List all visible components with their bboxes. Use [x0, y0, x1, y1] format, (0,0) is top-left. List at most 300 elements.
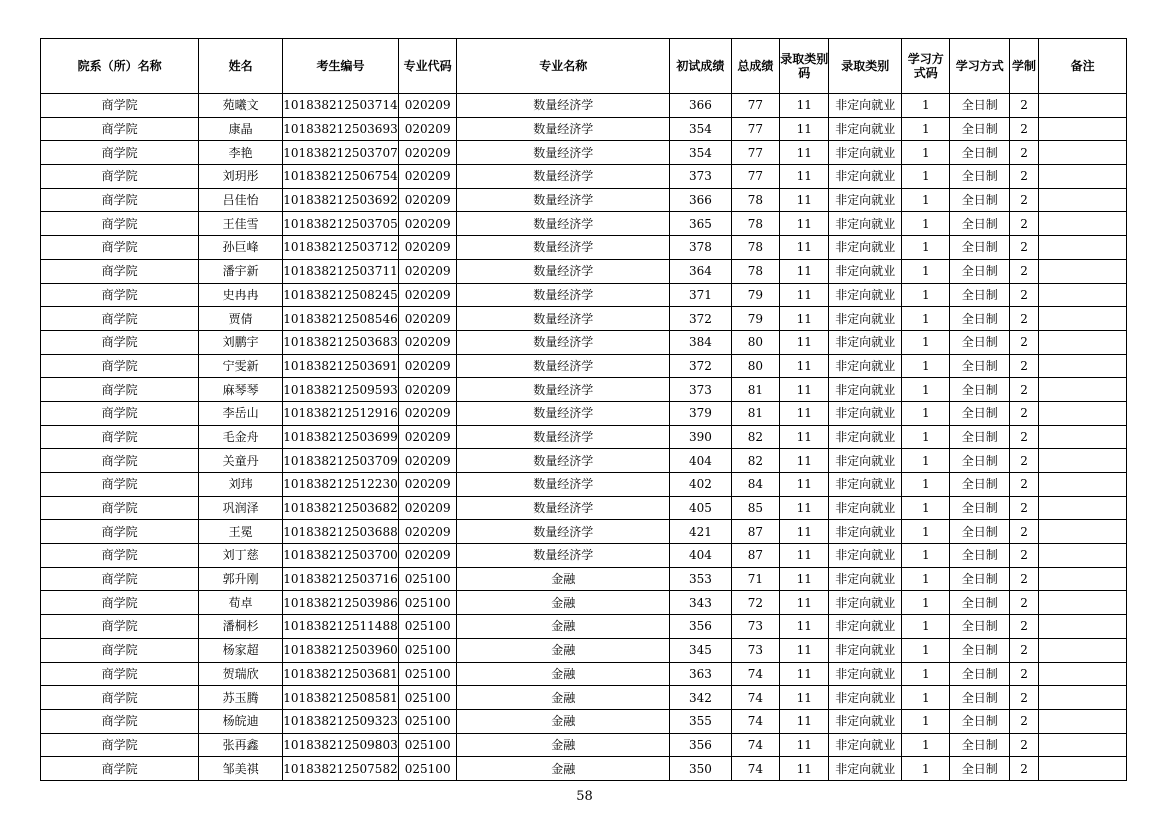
cell-candidate-id: 101838212503711	[282, 259, 398, 283]
cell-department: 商学院	[41, 378, 199, 402]
table-row	[41, 449, 1127, 473]
cell-duration: 2	[1009, 638, 1038, 662]
cell-major-code: 020209	[398, 496, 456, 520]
cell-major-code: 025100	[398, 757, 456, 781]
cell-study-mode: 全日制	[950, 188, 1009, 212]
cell-remarks	[1039, 212, 1127, 236]
cell-major-name: 数量经济学	[457, 401, 670, 425]
cell-duration: 2	[1009, 544, 1038, 568]
cell-study-mode-code: 1	[902, 259, 950, 283]
cell-admission-type: 非定向就业	[829, 733, 902, 757]
column-header-major-name: 专业名称	[457, 39, 670, 94]
cell-study-mode-code: 1	[902, 615, 950, 639]
cell-study-mode-code: 1	[902, 709, 950, 733]
cell-major-code: 025100	[398, 567, 456, 591]
cell-duration: 2	[1009, 615, 1038, 639]
cell-remarks	[1039, 615, 1127, 639]
cell-major-code: 020209	[398, 141, 456, 165]
table-row	[41, 330, 1127, 354]
cell-admission-type-code: 11	[780, 496, 829, 520]
cell-study-mode-code: 1	[902, 212, 950, 236]
cell-prelim-score: 356	[670, 615, 732, 639]
cell-prelim-score: 354	[670, 141, 732, 165]
cell-duration: 2	[1009, 94, 1038, 118]
cell-name: 麻琴琴	[199, 378, 283, 402]
cell-remarks	[1039, 709, 1127, 733]
cell-remarks	[1039, 401, 1127, 425]
cell-name: 潘宇新	[199, 259, 283, 283]
cell-candidate-id: 101838212503693	[282, 117, 398, 141]
cell-department: 商学院	[41, 473, 199, 497]
cell-study-mode: 全日制	[950, 567, 1009, 591]
cell-prelim-score: 366	[670, 94, 732, 118]
cell-major-name: 数量经济学	[457, 165, 670, 189]
cell-total-score: 77	[731, 94, 779, 118]
cell-remarks	[1039, 236, 1127, 260]
table-row	[41, 212, 1127, 236]
cell-remarks	[1039, 307, 1127, 331]
cell-major-code: 020209	[398, 94, 456, 118]
cell-department: 商学院	[41, 544, 199, 568]
cell-remarks	[1039, 567, 1127, 591]
cell-duration: 2	[1009, 259, 1038, 283]
cell-admission-type: 非定向就业	[829, 354, 902, 378]
cell-candidate-id: 101838212503682	[282, 496, 398, 520]
cell-total-score: 73	[731, 638, 779, 662]
cell-total-score: 81	[731, 401, 779, 425]
cell-department: 商学院	[41, 520, 199, 544]
cell-admission-type-code: 11	[780, 283, 829, 307]
column-header-major-code: 专业代码	[398, 39, 456, 94]
cell-major-name: 金融	[457, 638, 670, 662]
admission-roster-table	[40, 38, 1127, 781]
cell-duration: 2	[1009, 378, 1038, 402]
cell-total-score: 80	[731, 330, 779, 354]
cell-name: 孙巨峰	[199, 236, 283, 260]
cell-admission-type-code: 11	[780, 165, 829, 189]
cell-admission-type-code: 11	[780, 473, 829, 497]
table-row	[41, 117, 1127, 141]
cell-total-score: 78	[731, 212, 779, 236]
cell-name: 吕佳怡	[199, 188, 283, 212]
cell-admission-type: 非定向就业	[829, 686, 902, 710]
cell-prelim-score: 364	[670, 259, 732, 283]
cell-candidate-id: 101838212503692	[282, 188, 398, 212]
header-row	[41, 39, 1127, 94]
cell-duration: 2	[1009, 473, 1038, 497]
cell-duration: 2	[1009, 520, 1038, 544]
cell-major-code: 020209	[398, 117, 456, 141]
cell-study-mode: 全日制	[950, 212, 1009, 236]
cell-study-mode-code: 1	[902, 378, 950, 402]
cell-total-score: 84	[731, 473, 779, 497]
cell-major-name: 数量经济学	[457, 473, 670, 497]
cell-duration: 2	[1009, 236, 1038, 260]
cell-department: 商学院	[41, 354, 199, 378]
cell-candidate-id: 101838212503705	[282, 212, 398, 236]
cell-candidate-id: 101838212503707	[282, 141, 398, 165]
cell-study-mode: 全日制	[950, 425, 1009, 449]
table-row	[41, 236, 1127, 260]
cell-major-code: 025100	[398, 733, 456, 757]
cell-admission-type-code: 11	[780, 117, 829, 141]
cell-remarks	[1039, 662, 1127, 686]
cell-candidate-id: 101838212503683	[282, 330, 398, 354]
table-header	[41, 39, 1127, 94]
cell-duration: 2	[1009, 283, 1038, 307]
table-row	[41, 544, 1127, 568]
cell-candidate-id: 101838212509593	[282, 378, 398, 402]
cell-department: 商学院	[41, 165, 199, 189]
cell-candidate-id: 101838212503700	[282, 544, 398, 568]
cell-study-mode-code: 1	[902, 401, 950, 425]
cell-duration: 2	[1009, 212, 1038, 236]
cell-study-mode: 全日制	[950, 117, 1009, 141]
cell-total-score: 78	[731, 236, 779, 260]
cell-study-mode-code: 1	[902, 188, 950, 212]
cell-name: 贺瑞欣	[199, 662, 283, 686]
cell-remarks	[1039, 330, 1127, 354]
cell-major-name: 金融	[457, 686, 670, 710]
table-row	[41, 141, 1127, 165]
cell-total-score: 81	[731, 378, 779, 402]
table-body	[41, 94, 1127, 781]
cell-study-mode-code: 1	[902, 662, 950, 686]
table-row	[41, 686, 1127, 710]
cell-major-name: 金融	[457, 615, 670, 639]
cell-major-name: 数量经济学	[457, 94, 670, 118]
cell-study-mode: 全日制	[950, 733, 1009, 757]
cell-total-score: 74	[731, 686, 779, 710]
cell-candidate-id: 101838212503691	[282, 354, 398, 378]
cell-admission-type-code: 11	[780, 378, 829, 402]
cell-remarks	[1039, 141, 1127, 165]
cell-admission-type: 非定向就业	[829, 165, 902, 189]
cell-major-name: 金融	[457, 733, 670, 757]
cell-study-mode: 全日制	[950, 283, 1009, 307]
cell-admission-type: 非定向就业	[829, 496, 902, 520]
column-header-department: 院系（所）名称	[41, 39, 199, 94]
table-row	[41, 401, 1127, 425]
cell-study-mode-code: 1	[902, 686, 950, 710]
cell-admission-type-code: 11	[780, 615, 829, 639]
cell-total-score: 74	[731, 757, 779, 781]
cell-department: 商学院	[41, 425, 199, 449]
cell-admission-type: 非定向就业	[829, 615, 902, 639]
table-row	[41, 354, 1127, 378]
table-row	[41, 757, 1127, 781]
cell-admission-type: 非定向就业	[829, 757, 902, 781]
cell-total-score: 78	[731, 188, 779, 212]
cell-major-code: 020209	[398, 236, 456, 260]
cell-admission-type-code: 11	[780, 520, 829, 544]
cell-total-score: 73	[731, 615, 779, 639]
cell-major-name: 数量经济学	[457, 117, 670, 141]
cell-total-score: 77	[731, 117, 779, 141]
cell-candidate-id: 101838212503712	[282, 236, 398, 260]
cell-candidate-id: 101838212503699	[282, 425, 398, 449]
cell-department: 商学院	[41, 709, 199, 733]
cell-duration: 2	[1009, 591, 1038, 615]
cell-study-mode: 全日制	[950, 615, 1009, 639]
cell-study-mode: 全日制	[950, 544, 1009, 568]
cell-prelim-score: 342	[670, 686, 732, 710]
cell-duration: 2	[1009, 425, 1038, 449]
cell-department: 商学院	[41, 212, 199, 236]
cell-study-mode-code: 1	[902, 425, 950, 449]
cell-admission-type: 非定向就业	[829, 638, 902, 662]
cell-major-name: 金融	[457, 591, 670, 615]
cell-candidate-id: 101838212509323	[282, 709, 398, 733]
cell-admission-type: 非定向就业	[829, 259, 902, 283]
cell-admission-type: 非定向就业	[829, 425, 902, 449]
cell-department: 商学院	[41, 686, 199, 710]
cell-total-score: 79	[731, 307, 779, 331]
column-header-prelim-score: 初试成绩	[670, 39, 732, 94]
cell-study-mode-code: 1	[902, 520, 950, 544]
cell-study-mode-code: 1	[902, 236, 950, 260]
cell-admission-type: 非定向就业	[829, 212, 902, 236]
cell-duration: 2	[1009, 733, 1038, 757]
cell-candidate-id: 101838212503709	[282, 449, 398, 473]
cell-candidate-id: 101838212511488	[282, 615, 398, 639]
cell-prelim-score: 345	[670, 638, 732, 662]
cell-admission-type-code: 11	[780, 449, 829, 473]
cell-admission-type-code: 11	[780, 709, 829, 733]
cell-department: 商学院	[41, 496, 199, 520]
cell-study-mode: 全日制	[950, 378, 1009, 402]
cell-admission-type-code: 11	[780, 686, 829, 710]
cell-admission-type: 非定向就业	[829, 520, 902, 544]
cell-admission-type: 非定向就业	[829, 662, 902, 686]
cell-duration: 2	[1009, 330, 1038, 354]
cell-name: 贾倩	[199, 307, 283, 331]
cell-department: 商学院	[41, 117, 199, 141]
table-row	[41, 188, 1127, 212]
cell-major-name: 数量经济学	[457, 188, 670, 212]
cell-study-mode-code: 1	[902, 591, 950, 615]
cell-duration: 2	[1009, 401, 1038, 425]
cell-major-name: 数量经济学	[457, 544, 670, 568]
table-row	[41, 662, 1127, 686]
cell-candidate-id: 101838212503688	[282, 520, 398, 544]
column-header-remarks: 备注	[1039, 39, 1127, 94]
column-header-name: 姓名	[199, 39, 283, 94]
table-row	[41, 615, 1127, 639]
cell-remarks	[1039, 733, 1127, 757]
cell-study-mode: 全日制	[950, 496, 1009, 520]
cell-study-mode-code: 1	[902, 473, 950, 497]
column-header-candidate-id: 考生编号	[282, 39, 398, 94]
cell-study-mode: 全日制	[950, 307, 1009, 331]
cell-remarks	[1039, 94, 1127, 118]
cell-department: 商学院	[41, 567, 199, 591]
cell-name: 苏玉腾	[199, 686, 283, 710]
cell-major-name: 数量经济学	[457, 259, 670, 283]
cell-total-score: 78	[731, 259, 779, 283]
cell-department: 商学院	[41, 638, 199, 662]
cell-major-name: 数量经济学	[457, 354, 670, 378]
table-row	[41, 567, 1127, 591]
cell-admission-type-code: 11	[780, 188, 829, 212]
cell-duration: 2	[1009, 662, 1038, 686]
cell-prelim-score: 405	[670, 496, 732, 520]
cell-prelim-score: 355	[670, 709, 732, 733]
cell-department: 商学院	[41, 236, 199, 260]
cell-major-code: 020209	[398, 520, 456, 544]
cell-major-name: 数量经济学	[457, 425, 670, 449]
cell-study-mode: 全日制	[950, 401, 1009, 425]
cell-total-score: 74	[731, 662, 779, 686]
cell-total-score: 77	[731, 165, 779, 189]
cell-major-code: 020209	[398, 354, 456, 378]
cell-admission-type-code: 11	[780, 236, 829, 260]
cell-remarks	[1039, 544, 1127, 568]
cell-name: 苑曦文	[199, 94, 283, 118]
cell-remarks	[1039, 283, 1127, 307]
cell-study-mode-code: 1	[902, 330, 950, 354]
cell-remarks	[1039, 591, 1127, 615]
cell-admission-type: 非定向就业	[829, 449, 902, 473]
cell-total-score: 79	[731, 283, 779, 307]
cell-admission-type-code: 11	[780, 212, 829, 236]
cell-name: 宁雯新	[199, 354, 283, 378]
cell-admission-type-code: 11	[780, 638, 829, 662]
cell-admission-type: 非定向就业	[829, 188, 902, 212]
cell-major-code: 025100	[398, 709, 456, 733]
column-header-study-mode-code: 学习方式码	[902, 39, 950, 94]
cell-prelim-score: 384	[670, 330, 732, 354]
cell-remarks	[1039, 473, 1127, 497]
cell-major-code: 020209	[398, 307, 456, 331]
cell-study-mode: 全日制	[950, 638, 1009, 662]
cell-name: 杨皖迪	[199, 709, 283, 733]
cell-duration: 2	[1009, 709, 1038, 733]
cell-prelim-score: 390	[670, 425, 732, 449]
cell-remarks	[1039, 757, 1127, 781]
cell-duration: 2	[1009, 496, 1038, 520]
cell-major-code: 020209	[398, 259, 456, 283]
cell-study-mode: 全日制	[950, 709, 1009, 733]
cell-candidate-id: 101838212503960	[282, 638, 398, 662]
cell-admission-type: 非定向就业	[829, 117, 902, 141]
column-header-total-score: 总成绩	[731, 39, 779, 94]
cell-admission-type: 非定向就业	[829, 544, 902, 568]
cell-major-code: 020209	[398, 283, 456, 307]
column-header-duration: 学制	[1009, 39, 1038, 94]
cell-duration: 2	[1009, 307, 1038, 331]
cell-remarks	[1039, 259, 1127, 283]
cell-remarks	[1039, 520, 1127, 544]
cell-study-mode: 全日制	[950, 141, 1009, 165]
table-row	[41, 520, 1127, 544]
cell-total-score: 74	[731, 733, 779, 757]
cell-study-mode-code: 1	[902, 567, 950, 591]
cell-name: 杨家超	[199, 638, 283, 662]
cell-study-mode: 全日制	[950, 330, 1009, 354]
cell-total-score: 71	[731, 567, 779, 591]
table-row	[41, 425, 1127, 449]
cell-major-name: 数量经济学	[457, 212, 670, 236]
cell-total-score: 82	[731, 425, 779, 449]
table-row	[41, 473, 1127, 497]
cell-major-code: 020209	[398, 473, 456, 497]
cell-study-mode: 全日制	[950, 236, 1009, 260]
cell-candidate-id: 101838212512230	[282, 473, 398, 497]
cell-name: 王冕	[199, 520, 283, 544]
cell-admission-type: 非定向就业	[829, 330, 902, 354]
cell-remarks	[1039, 378, 1127, 402]
cell-admission-type-code: 11	[780, 141, 829, 165]
cell-major-name: 金融	[457, 567, 670, 591]
cell-major-name: 数量经济学	[457, 520, 670, 544]
cell-study-mode: 全日制	[950, 259, 1009, 283]
column-header-admission-type: 录取类别	[829, 39, 902, 94]
cell-major-code: 020209	[398, 449, 456, 473]
cell-prelim-score: 404	[670, 544, 732, 568]
cell-major-code: 020209	[398, 165, 456, 189]
cell-prelim-score: 404	[670, 449, 732, 473]
cell-admission-type: 非定向就业	[829, 307, 902, 331]
cell-admission-type-code: 11	[780, 330, 829, 354]
cell-admission-type-code: 11	[780, 94, 829, 118]
table-row	[41, 496, 1127, 520]
cell-name: 邹美祺	[199, 757, 283, 781]
cell-department: 商学院	[41, 733, 199, 757]
cell-duration: 2	[1009, 567, 1038, 591]
cell-prelim-score: 371	[670, 283, 732, 307]
cell-major-name: 数量经济学	[457, 236, 670, 260]
cell-candidate-id: 101838212508546	[282, 307, 398, 331]
cell-prelim-score: 353	[670, 567, 732, 591]
cell-prelim-score: 363	[670, 662, 732, 686]
cell-major-name: 数量经济学	[457, 141, 670, 165]
cell-candidate-id: 101838212503681	[282, 662, 398, 686]
cell-study-mode-code: 1	[902, 307, 950, 331]
cell-name: 史冉冉	[199, 283, 283, 307]
cell-major-name: 数量经济学	[457, 496, 670, 520]
table-row	[41, 638, 1127, 662]
cell-total-score: 87	[731, 544, 779, 568]
cell-total-score: 77	[731, 141, 779, 165]
cell-name: 康晶	[199, 117, 283, 141]
cell-major-name: 数量经济学	[457, 307, 670, 331]
cell-prelim-score: 421	[670, 520, 732, 544]
cell-name: 刘鹏宇	[199, 330, 283, 354]
cell-major-name: 数量经济学	[457, 283, 670, 307]
cell-major-name: 金融	[457, 662, 670, 686]
cell-major-code: 020209	[398, 330, 456, 354]
cell-department: 商学院	[41, 94, 199, 118]
cell-study-mode-code: 1	[902, 283, 950, 307]
cell-study-mode-code: 1	[902, 117, 950, 141]
cell-major-code: 025100	[398, 686, 456, 710]
cell-study-mode-code: 1	[902, 757, 950, 781]
cell-duration: 2	[1009, 141, 1038, 165]
cell-major-name: 数量经济学	[457, 330, 670, 354]
cell-candidate-id: 101838212512916	[282, 401, 398, 425]
cell-prelim-score: 402	[670, 473, 732, 497]
cell-name: 张再鑫	[199, 733, 283, 757]
cell-admission-type: 非定向就业	[829, 567, 902, 591]
cell-department: 商学院	[41, 401, 199, 425]
cell-remarks	[1039, 425, 1127, 449]
table-row	[41, 591, 1127, 615]
cell-name: 毛金舟	[199, 425, 283, 449]
cell-candidate-id: 101838212503716	[282, 567, 398, 591]
cell-remarks	[1039, 117, 1127, 141]
table-row	[41, 307, 1127, 331]
